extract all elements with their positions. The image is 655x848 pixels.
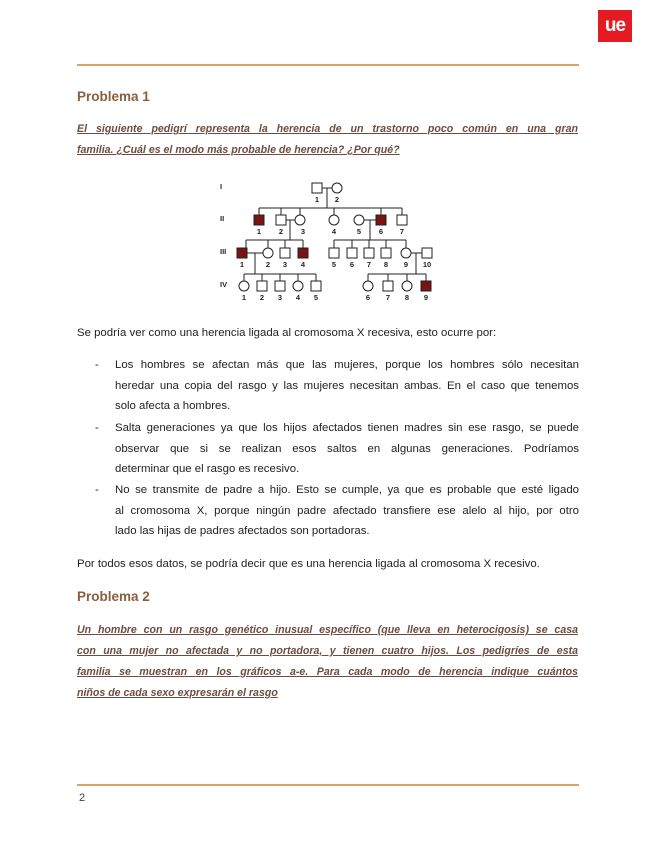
bullet-item: - Los hombres se afectan más que las mujeres, porque los hombres sólo necesitan heredar una copia del rasgo y las mujeres necesitan ambas. En el caso que tenemos solo afecta a hombres.	[95, 359, 579, 412]
question-line: familia se muestran en los gráficos a-e. Para cada modo de herencia indique cuántos	[77, 666, 578, 678]
individual-label: 3	[277, 293, 283, 302]
individual-label: 3	[282, 260, 288, 269]
pedigree-chart	[210, 175, 450, 305]
individual-label: 8	[404, 293, 410, 302]
individual-label: 1	[239, 260, 245, 269]
question-line: Un hombre con un rasgo genético inusual específico (que lleva en heterocigosis) se casa	[77, 624, 578, 636]
header-rule	[77, 64, 579, 66]
generation-label: II	[220, 214, 225, 223]
individual-label: 3	[300, 227, 306, 236]
question-line: El siguiente pedigrí representa la herencia de un trastorno poco común en una gran	[77, 123, 578, 135]
individual-label: 7	[399, 227, 405, 236]
individual-label: 8	[383, 260, 389, 269]
individual-label: 4	[295, 293, 301, 302]
problem2-title: Problema 2	[77, 589, 150, 604]
individual-label: 1	[314, 195, 320, 204]
individual-label: 4	[300, 260, 306, 269]
generation-label: IV	[220, 280, 228, 289]
footer-rule	[77, 784, 579, 786]
page-number: 2	[79, 792, 86, 804]
individual-label: 2	[265, 260, 271, 269]
problem1-conclusion: Por todos esos datos, se podría decir que es una herencia ligada al cromosoma X recesivo.	[77, 558, 540, 570]
individual-label: 1	[241, 293, 247, 302]
individual-label: 9	[423, 293, 429, 302]
bullet-item: - Salta generaciones ya que los hijos afectados tienen madres sin ese rasgo, se puede observar que si se realizan esos saltos en algunas generaciones. Podríamos determinar que el rasgo es recesivo.	[95, 422, 579, 475]
question-line: familia. ¿Cuál es el modo más probable de herencia? ¿Por qué?	[77, 144, 400, 156]
individual-label: 2	[334, 195, 340, 204]
problem2-question	[77, 620, 578, 704]
individual-label: 5	[313, 293, 319, 302]
individual-label: 6	[349, 260, 355, 269]
bullet-item: - No se transmite de padre a hijo. Esto se cumple, ya que es probable que esté ligado al cromosoma X, porque ningún padre afectado transfiere ese alelo al hijo, por otro lado las hijas de padres afectados son portadoras.	[95, 484, 579, 537]
question-line: niños de cada sexo expresarán el rasgo	[77, 687, 278, 699]
individual-label: 6	[378, 227, 384, 236]
problem1-question	[77, 119, 578, 161]
question-line: con una mujer no afectada y no portadora, y tienen cuatro hijos. Los pedigríes de esta	[77, 645, 578, 657]
individual-label: 5	[356, 227, 362, 236]
university-logo: ue	[598, 10, 632, 42]
individual-label: 7	[366, 260, 372, 269]
problem1-title: Problema 1	[77, 89, 150, 104]
problem1-intro: Se podría ver como una herencia ligada al cromosoma X recesiva, esto ocurre por:	[77, 327, 497, 339]
generation-label: III	[220, 247, 227, 256]
generation-label: I	[220, 182, 223, 191]
individual-label: 2	[259, 293, 265, 302]
individual-label: 10	[422, 260, 432, 269]
individual-label: 1	[256, 227, 262, 236]
individual-label: 4	[331, 227, 337, 236]
individual-label: 2	[278, 227, 284, 236]
individual-label: 5	[331, 260, 337, 269]
individual-label: 7	[385, 293, 391, 302]
individual-label: 9	[403, 260, 409, 269]
individual-label: 6	[365, 293, 371, 302]
